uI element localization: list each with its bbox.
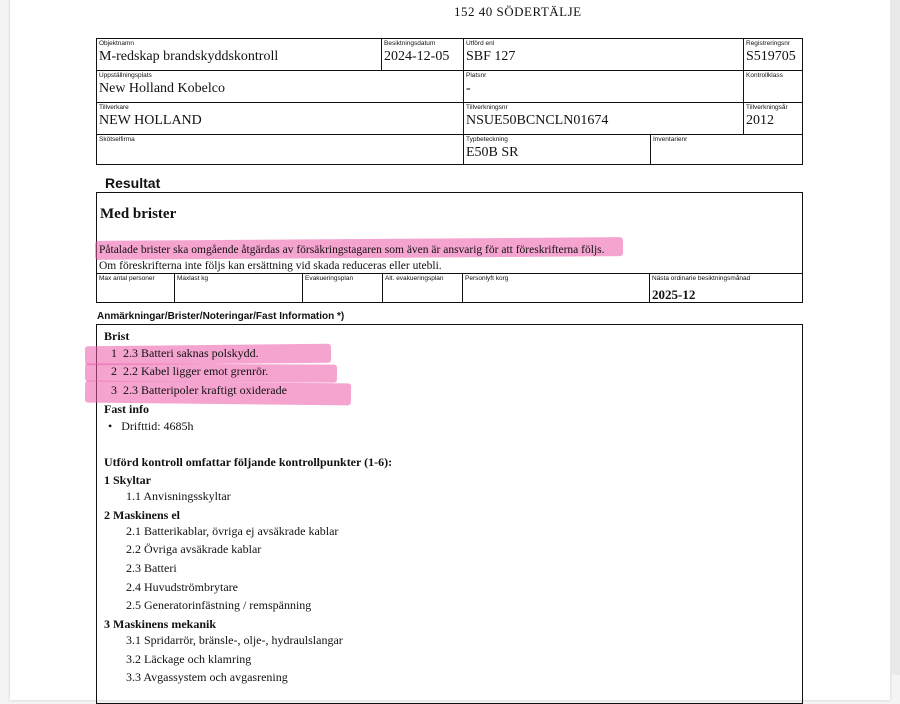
maxlast-label: Maxlast kg	[177, 275, 209, 282]
utford-enl-label: Utförd enl	[466, 40, 495, 47]
brist-item	[111, 346, 259, 361]
fast-info-text: Drifttid: 4685h	[121, 419, 194, 433]
section-item: 1.1 Anvisningsskyltar	[126, 489, 231, 503]
inventarienr-label: Inventarienr	[653, 136, 688, 143]
uppstallningsplats-value: New Holland Kobelco	[99, 81, 225, 96]
tillverkningsar-label: Tillverkningsår	[746, 104, 788, 111]
maxlast-cell	[175, 274, 303, 303]
utford-enl-value: SBF 127	[466, 49, 516, 64]
kontroll-heading: Utförd kontroll omfattar följande kontrollpunkter (1-6):	[104, 455, 393, 469]
result-box	[96, 192, 803, 303]
besiktningsdatum-cell	[382, 39, 464, 71]
tillverkningsar-value: 2012	[746, 113, 774, 128]
section-title: 2 Maskinens el	[104, 508, 181, 522]
registreringsnr-label: Registreringsnr	[746, 40, 791, 47]
registreringsnr-value: S519705	[746, 49, 796, 64]
typbeteckning-cell	[464, 135, 651, 164]
object-info-table	[96, 38, 803, 165]
brist-heading: Brist	[104, 329, 130, 343]
alt-evakueringsplan-cell	[383, 274, 463, 303]
anmarkningar-heading: Anmärkningar/Brister/Noteringar/Fast Information *)	[97, 311, 345, 322]
typbeteckning-value: E50B SR	[466, 145, 519, 160]
tillverkare-label: Tillverkare	[99, 104, 129, 111]
section-title: 3 Maskinens mekanik	[104, 617, 217, 631]
tillverkningsnr-label: Tillverkningsnr	[466, 104, 508, 111]
brist-text: 2.3 Batteripoler kraftigt oxiderade	[123, 383, 287, 397]
max-personer-cell	[97, 274, 175, 303]
objektnamn-label: Objektnamn	[99, 40, 135, 47]
nasta-besiktning-value: 2025-12	[652, 287, 696, 302]
scroll-margin	[890, 0, 900, 675]
platsnr-cell	[464, 71, 744, 103]
personlyft-korg-cell	[463, 274, 650, 303]
section-item: 2.2 Övriga avsäkrade kablar	[126, 542, 262, 556]
result-heading: Resultat	[105, 175, 161, 191]
section-item: 3.3 Avgassystem och avgasrening	[126, 670, 288, 684]
result-fields-row	[97, 273, 802, 302]
registreringsnr-cell	[744, 39, 802, 71]
tillverkningsar-cell	[744, 103, 802, 135]
brist-number: 1	[111, 346, 117, 360]
brist-item	[111, 364, 268, 379]
fast-info-heading: Fast info	[104, 402, 149, 416]
typbeteckning-label: Typbeteckning	[466, 136, 508, 143]
tillverkningsnr-value: NSUE50BCNCLN01674	[466, 113, 609, 128]
section-item: 3.1 Spridarrör, bränsle-, olje-, hydraulslangar	[126, 633, 343, 647]
section-item: 2.3 Batteri	[126, 561, 177, 575]
evakueringsplan-cell	[303, 274, 383, 303]
section-item: 2.1 Batterikablar, övriga ej avsäkrade kablar	[126, 524, 339, 538]
objektnamn-value: M-redskap brandskyddskontroll	[99, 49, 279, 64]
result-note: Om föreskrifterna inte följs kan ersättning vid skada reduceras eller utebli.	[99, 260, 442, 272]
tillverkare-cell	[97, 103, 464, 135]
result-note-highlighted: Påtalade brister ska omgående åtgärdas av försäkringstagaren som även är ansvarig för att föreskrifterna följs.	[99, 244, 605, 256]
brist-number: 3	[111, 383, 117, 397]
section-title: 1 Skyltar	[104, 473, 152, 487]
personlyft-korg-label: Personlyft korg	[465, 275, 509, 282]
uppstallningsplats-cell	[97, 71, 464, 103]
evakueringsplan-label: Evakueringsplan	[305, 275, 354, 282]
platsnr-label: Platsnr	[466, 72, 487, 79]
brist-item	[111, 383, 287, 398]
platsnr-value: -	[466, 81, 471, 96]
besiktningsdatum-value: 2024-12-05	[384, 49, 450, 64]
anmarkningar-box	[96, 324, 803, 704]
bullet-icon: •	[108, 419, 113, 433]
result-status: Med brister	[100, 206, 177, 222]
objektnamn-cell	[97, 39, 382, 71]
utford-enl-cell	[464, 39, 744, 71]
kontrollklass-cell	[744, 71, 802, 103]
nasta-besiktning-cell	[650, 274, 802, 303]
section-item: 2.4 Huvudströmbrytare	[126, 580, 238, 594]
tillverkningsnr-cell	[464, 103, 744, 135]
inventarienr-cell	[651, 135, 802, 164]
kontrollklass-label: Kontrollklass	[746, 72, 783, 79]
alt-evakueringsplan-label: Alt. evakueringsplan	[385, 275, 444, 282]
besiktningsdatum-label: Besiktningsdatum	[384, 40, 436, 47]
fast-info-item	[108, 419, 194, 434]
max-personer-label: Max antal personer	[99, 275, 155, 282]
section-item: 2.5 Generatorinfästning / remspänning	[126, 598, 312, 612]
brist-text: 2.2 Kabel ligger emot grenrör.	[123, 364, 269, 378]
nasta-besiktning-label: Nästa ordinarie besiktningsmånad	[652, 275, 751, 282]
header-address: 152 40 SÖDERTÄLJE	[454, 4, 582, 19]
skotselfirma-label: Skötselfirma	[99, 136, 135, 143]
uppstallningsplats-label: Uppställningsplats	[99, 72, 152, 79]
skotselfirma-cell	[97, 135, 464, 164]
brist-text: 2.3 Batteri saknas polskydd.	[123, 346, 259, 360]
tillverkare-value: NEW HOLLAND	[99, 113, 202, 128]
section-item: 3.2 Läckage och klamring	[126, 652, 252, 666]
brist-number: 2	[111, 364, 117, 378]
